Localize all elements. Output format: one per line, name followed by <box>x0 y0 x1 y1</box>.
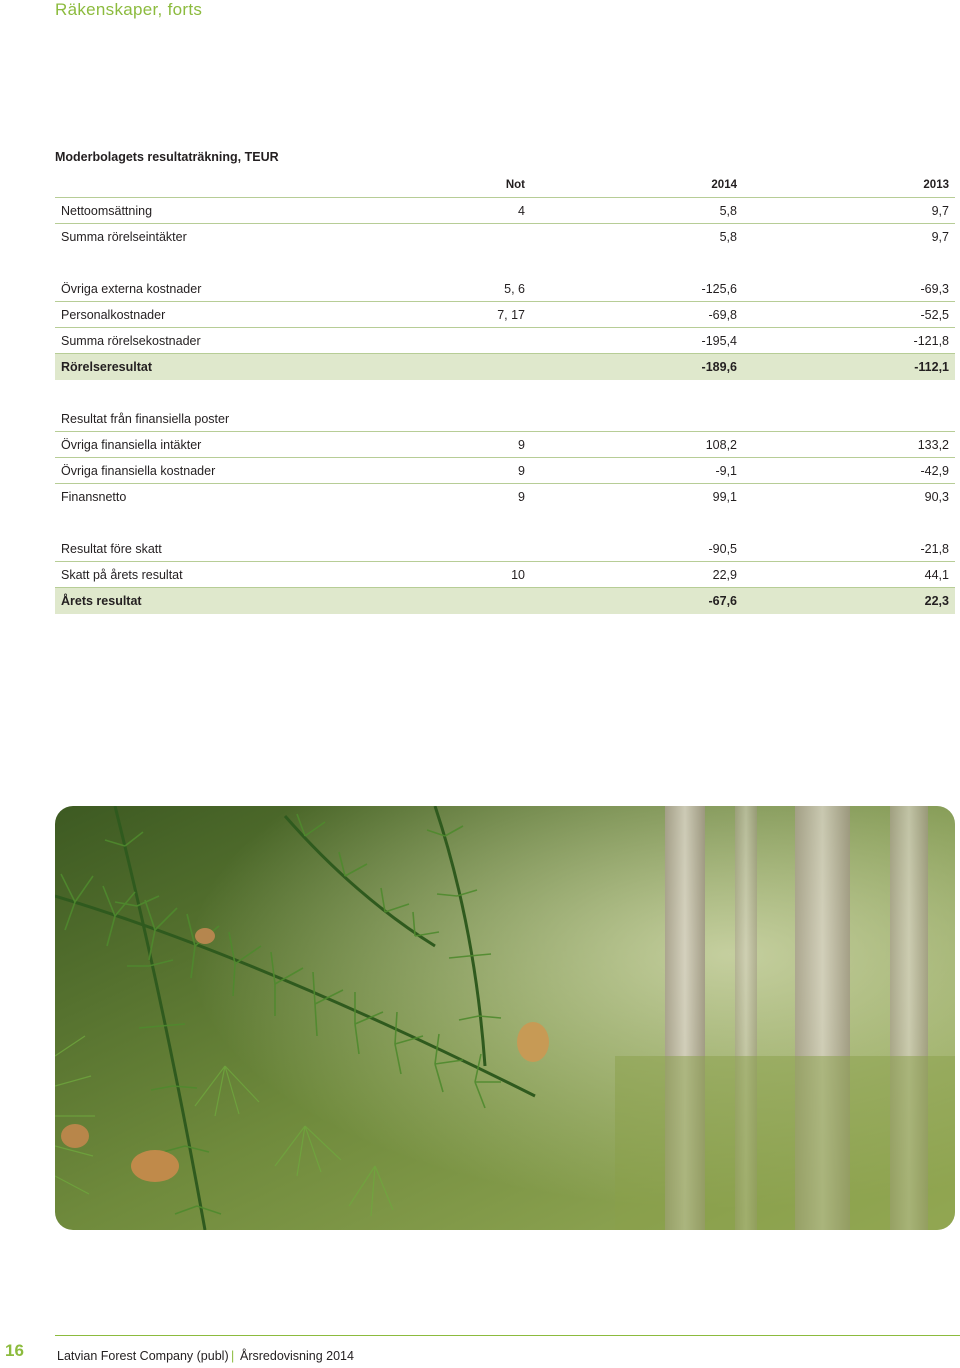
row-spacer <box>55 510 955 536</box>
row-not: 9 <box>518 464 525 478</box>
row-2014: 22,9 <box>712 568 737 582</box>
row-label: Skatt på årets resultat <box>61 568 183 582</box>
row-2013: 133,2 <box>917 438 949 452</box>
row-spacer <box>55 380 955 406</box>
table-row <box>55 276 955 302</box>
page-number: 16 <box>5 1341 24 1360</box>
row-2013: -21,8 <box>920 542 949 556</box>
col-header-2014: 2014 <box>711 179 737 191</box>
row-2014: 99,1 <box>712 490 737 504</box>
income-statement-table <box>55 172 955 614</box>
row-not: 7, 17 <box>497 308 525 322</box>
row-label: Resultat från finansiella poster <box>61 412 230 426</box>
row-2014: 108,2 <box>705 438 737 452</box>
row-2014: -67,6 <box>708 594 737 608</box>
row-label: Rörelseresultat <box>61 360 153 374</box>
table-header-row <box>55 172 955 198</box>
table-row <box>55 484 955 510</box>
row-label: Nettoomsättning <box>61 204 153 218</box>
col-header-2013: 2013 <box>923 179 949 191</box>
table-row-total <box>55 588 955 614</box>
row-label: Övriga externa kostnader <box>61 282 202 296</box>
row-label: Personalkostnader <box>61 308 166 322</box>
row-2013: -52,5 <box>920 308 949 322</box>
row-label: Resultat före skatt <box>61 542 162 556</box>
row-2014: 5,8 <box>719 204 737 218</box>
row-2014: -195,4 <box>701 334 737 348</box>
row-not: 9 <box>518 490 525 504</box>
table-row <box>55 328 955 354</box>
row-2014: -125,6 <box>701 282 737 296</box>
table-row <box>55 536 955 562</box>
footer-report-title: Årsredovisning 2014 <box>240 1349 354 1363</box>
row-2014: -90,5 <box>708 542 737 556</box>
page-footer <box>0 1335 960 1368</box>
row-2013: -69,3 <box>920 282 949 296</box>
table-row-total <box>55 354 955 380</box>
row-2013: 9,7 <box>931 204 949 218</box>
table-row <box>55 458 955 484</box>
table-title: Moderbolagets resultaträkning, TEUR <box>55 150 279 164</box>
spruce-branch-photo <box>55 806 955 1230</box>
row-2013: 22,3 <box>924 594 949 608</box>
row-2013: -121,8 <box>913 334 949 348</box>
row-2013: 90,3 <box>924 490 949 504</box>
table-row <box>55 432 955 458</box>
row-not: 5, 6 <box>504 282 525 296</box>
row-2014: -189,6 <box>701 360 737 374</box>
footer-divider <box>55 1335 960 1336</box>
table-row <box>55 302 955 328</box>
row-2013: -112,1 <box>914 360 949 374</box>
footer-separator: | <box>231 1349 235 1363</box>
row-2014: 5,8 <box>719 230 737 244</box>
table-row <box>55 562 955 588</box>
row-label: Övriga finansiella kostnader <box>61 464 216 478</box>
row-label: Summa rörelseintäkter <box>61 230 187 244</box>
table-row <box>55 198 955 224</box>
row-2014: -9,1 <box>715 464 737 478</box>
row-label: Finansnetto <box>61 490 127 504</box>
table-row <box>55 406 955 432</box>
row-not: 9 <box>518 438 525 452</box>
row-spacer <box>55 250 955 276</box>
row-not: 4 <box>518 204 525 218</box>
col-header-not: Not <box>505 179 525 191</box>
row-label: Övriga finansiella intäkter <box>61 438 202 452</box>
row-2013: 44,1 <box>924 568 949 582</box>
row-not: 10 <box>511 568 525 582</box>
footer-company: Latvian Forest Company (publ) <box>57 1349 229 1363</box>
table-row <box>55 224 955 250</box>
row-2013: -42,9 <box>920 464 949 478</box>
row-label: Summa rörelsekostnader <box>61 334 201 348</box>
section-header: Räkenskaper, forts <box>55 0 203 19</box>
row-2014: -69,8 <box>708 308 737 322</box>
row-label: Årets resultat <box>61 594 142 608</box>
row-2013: 9,7 <box>931 230 949 244</box>
